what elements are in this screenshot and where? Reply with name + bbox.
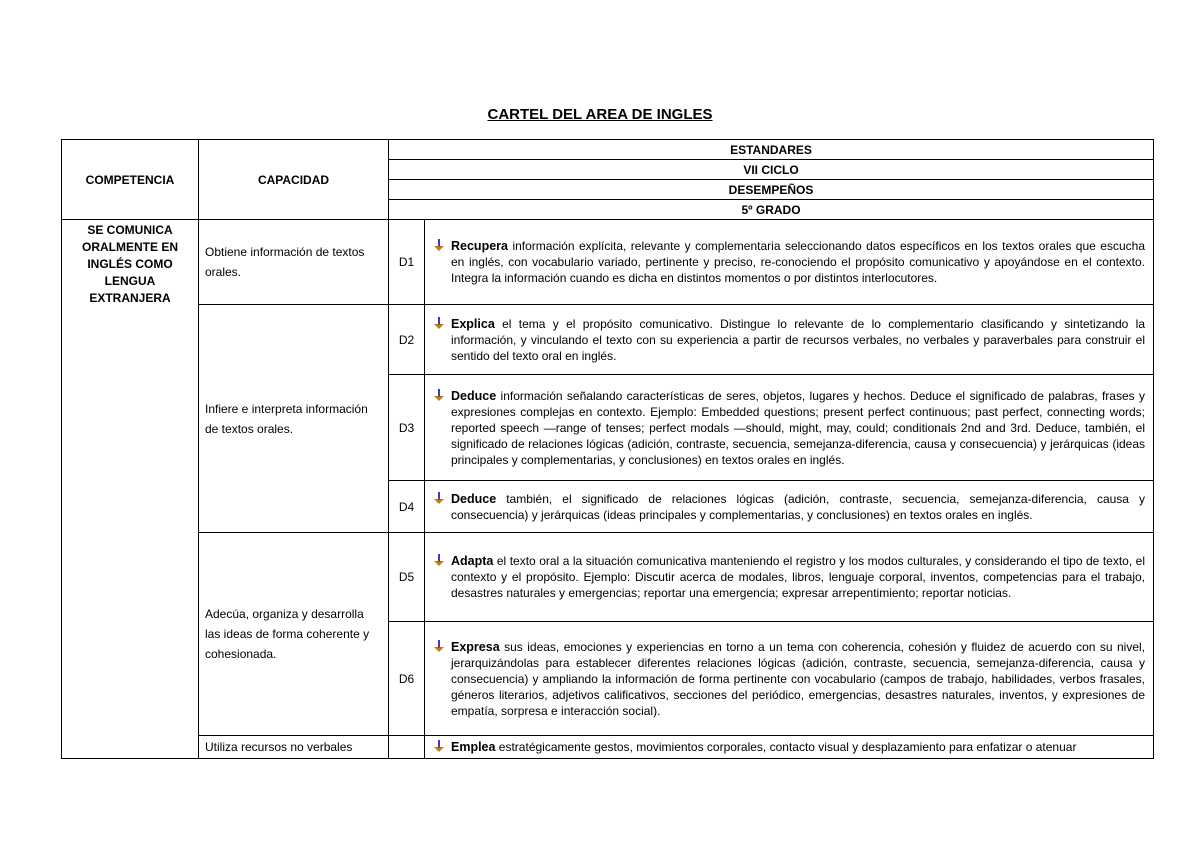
arrow-down-bullet-icon xyxy=(433,739,451,755)
header-estandares: ESTANDARES xyxy=(389,140,1154,160)
desempeno-d5 xyxy=(425,533,1154,622)
capacidad-4: Utiliza recursos no verbales xyxy=(199,736,389,759)
cartel-table xyxy=(61,139,1154,759)
desempeno-text: también, el significado de relaciones lógicas (adición, contraste, secuencia, semejanza-diferencia, causa y consecuencia) y jerárquicas (ideas principales y complementarias, y conclusiones) en textos orales en inglés. xyxy=(451,491,1146,522)
desempeno-code-d3: D3 xyxy=(389,375,425,481)
arrow-down-bullet-icon xyxy=(433,238,451,254)
desempeno-text: el tema y el propósito comunicativo. Distingue lo relevante de lo complementario clasificando y sintetizando la información, y vinculando el texto con su experiencia a partir de recursos verbales, no verbales y paraverbales para construir el sentido del texto oral en inglés. xyxy=(451,316,1146,363)
header-ciclo: VII CICLO xyxy=(389,160,1154,180)
desempeno-verb: Expresa xyxy=(451,639,500,654)
desempeno-d3 xyxy=(425,375,1154,481)
header-competencia: COMPETENCIA xyxy=(62,140,199,220)
header-grado: 5º GRADO xyxy=(389,200,1154,220)
arrow-down-bullet-icon xyxy=(433,639,451,655)
competencia-cell: SE COMUNICA ORALMENTE EN INGLÉS COMO LENGUA EXTRANJERA xyxy=(62,220,199,759)
arrow-down-bullet-icon xyxy=(433,553,451,569)
header-desempenos: DESEMPEÑOS xyxy=(389,180,1154,200)
desempeno-code-d7 xyxy=(389,736,425,759)
desempeno-code-d5: D5 xyxy=(389,533,425,622)
desempeno-code-d1: D1 xyxy=(389,220,425,305)
desempeno-d6 xyxy=(425,622,1154,736)
desempeno-verb: Deduce xyxy=(451,491,497,506)
desempeno-text: estratégicamente gestos, movimientos corporales, contacto visual y desplazamiento para enfatizar o atenuar xyxy=(495,740,1077,754)
desempeno-text: el texto oral a la situación comunicativa manteniendo el registro y los modos culturales, y considerando el tipo de texto, el contexto y el propósito. Ejemplo: Discutir acerca de modales, libros, lenguaje corporal, inventos, competencias para el trabajo, desastres naturales y emergencias; reportar una emergencia; expresar arrepentimiento; reportar noticias. xyxy=(451,554,1146,600)
desempeno-text: información señalando características de seres, objetos, lugares y hechos. Deduce el significado de palabras, frases y expresiones complejas en contexto. Ejemplo: Embedded questions; present perfect continuous; past perfect, connecting words; reported speech —range of tenses; perfect modals —should, might, may, could; conditionals 2nd and 3rd. Deduce, también, el significado de relaciones lógicas (adición, contraste, secuencia, semejanza-diferencia, causa y consecuencia) y jerárquicas (ideas principales y complementarias, y conclusiones) en textos orales en inglés. xyxy=(451,388,1146,467)
arrow-down-bullet-icon xyxy=(433,388,451,404)
desempeno-verb: Emplea xyxy=(451,740,496,754)
capacidad-2: Infiere e interpreta información de textos orales. xyxy=(199,305,389,533)
desempeno-verb: Deduce xyxy=(451,388,497,403)
desempeno-d7 xyxy=(425,736,1154,759)
capacidad-3: Adecúa, organiza y desarrolla las ideas de forma coherente y cohesionada. xyxy=(199,533,389,736)
desempeno-verb: Explica xyxy=(451,316,495,331)
arrow-down-bullet-icon xyxy=(433,491,451,507)
header-capacidad: CAPACIDAD xyxy=(199,140,389,220)
desempeno-code-d6: D6 xyxy=(389,622,425,736)
desempeno-verb: Recupera xyxy=(451,239,508,253)
desempeno-code-d4: D4 xyxy=(389,481,425,533)
capacidad-1: Obtiene información de textos orales. xyxy=(199,220,389,305)
arrow-down-bullet-icon xyxy=(433,316,451,332)
desempeno-code-d2: D2 xyxy=(389,305,425,375)
desempeno-d2 xyxy=(425,305,1154,375)
document-title: CARTEL DEL AREA DE INGLES xyxy=(487,106,713,123)
desempeno-d1 xyxy=(425,220,1154,305)
desempeno-d4 xyxy=(425,481,1154,533)
desempeno-verb: Adapta xyxy=(451,554,494,568)
desempeno-text: sus ideas, emociones y experiencias en torno a un tema con coherencia, cohesión y fluidez de acuerdo con su nivel, jerarquizándolas para establecer diferentes relaciones lógicas (adición, contraste, secuencia, semejanza-diferencia, causa y consecuencia) y ampliando la información de forma pertinente con vocabulario (campos de trabajo, habilidades, verbos frasales, géneros literarios, adjetivos calificativos, secciones del periódico, emergencias, desastres naturales, inventos, y expresiones de empatía, sorpresa e interacción social). xyxy=(451,639,1146,718)
desempeno-text: información explícita, relevante y complementaria seleccionando datos específicos en los textos orales que escucha en inglés, con vocabulario variado, pertinente y preciso, re-conociendo el propósito comunicativo y apoyándose en el contexto. Integra la información cuando es dicha en distintos momentos o por distintos interlocutores. xyxy=(451,239,1146,285)
